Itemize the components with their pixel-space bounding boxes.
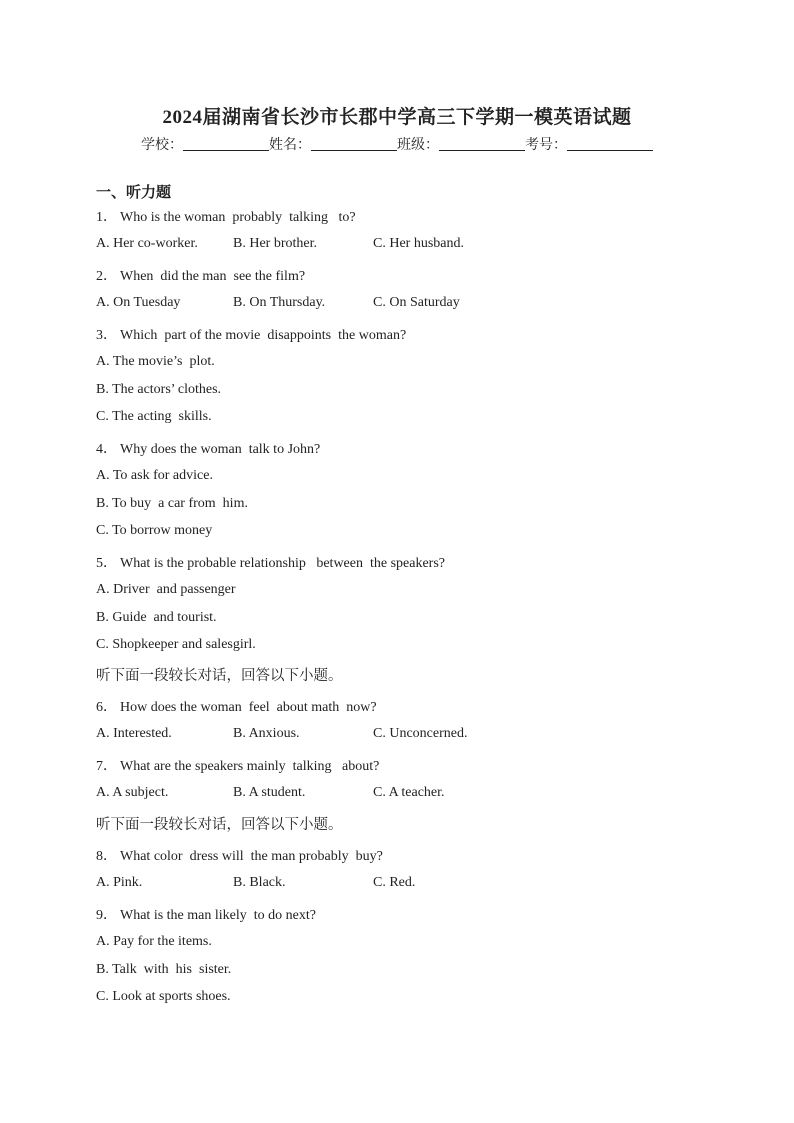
question-number: 6． <box>96 700 117 715</box>
option-c: C. The acting skills. <box>96 409 212 424</box>
number-label: 考号： <box>525 137 567 153</box>
option-c: C. Look at sports shoes. <box>96 989 231 1004</box>
question-number: 4． <box>96 442 117 457</box>
option-c: C. Her husband. <box>373 236 464 251</box>
option-a: A. The movie’s plot. <box>96 354 215 369</box>
student-info-line <box>0 134 794 154</box>
question-1 <box>96 206 356 226</box>
option-c: C. Unconcerned. <box>373 726 468 741</box>
option-c: C. To borrow money <box>96 523 213 538</box>
class-label: 班级： <box>397 137 439 153</box>
question-number: 9． <box>96 908 117 923</box>
option-b: B. Talk with his sister. <box>96 962 232 977</box>
question-text: What are the speakers mainly talking about? <box>120 759 380 774</box>
option-a: A. On Tuesday <box>96 295 181 310</box>
name-label: 姓名： <box>269 137 311 153</box>
option-b: B. Guide and tourist. <box>96 610 217 625</box>
section-heading: 一、听力题 <box>96 183 172 201</box>
school-label: 学校： <box>141 137 183 153</box>
question-text: What is the probable relationship between the speakers? <box>120 556 445 571</box>
option-a: A. Pay for the items. <box>96 934 212 949</box>
question-9 <box>96 904 316 924</box>
question-text: How does the woman feel about math now? <box>120 700 377 715</box>
question-text: When did the man see the film? <box>120 269 306 284</box>
question-8 <box>96 845 383 865</box>
question-3 <box>96 324 406 344</box>
option-a: A. Pink. <box>96 875 143 890</box>
dialogue-instruction: 听下面一段较长对话，回答以下小题。 <box>96 668 343 684</box>
option-b: B. Anxious. <box>233 726 300 741</box>
question-2 <box>96 265 305 285</box>
option-c: C. Shopkeeper and salesgirl. <box>96 637 256 652</box>
question-5 <box>96 552 445 572</box>
class-blank <box>439 136 525 151</box>
question-7 <box>96 755 379 775</box>
question-number: 5． <box>96 556 117 571</box>
option-c: C. On Saturday <box>373 295 460 310</box>
option-b: B. Black. <box>233 875 286 890</box>
option-a: A. To ask for advice. <box>96 468 213 483</box>
option-b: B. To buy a car from him. <box>96 496 248 511</box>
question-text: Why does the woman talk to John? <box>120 442 321 457</box>
question-number: 1． <box>96 210 117 225</box>
question-4 <box>96 438 320 458</box>
option-b: B. A student. <box>233 785 306 800</box>
question-number: 2． <box>96 269 117 284</box>
option-b: B. Her brother. <box>233 236 317 251</box>
option-a: A. Driver and passenger <box>96 582 236 597</box>
option-c: C. Red. <box>373 875 416 890</box>
dialogue-instruction: 听下面一段较长对话，回答以下小题。 <box>96 817 343 833</box>
question-text: What is the man likely to do next? <box>120 908 316 923</box>
option-b: B. The actors’ clothes. <box>96 382 222 397</box>
number-blank <box>567 136 653 151</box>
option-a: A. Her co-worker. <box>96 236 198 251</box>
option-b: B. On Thursday. <box>233 295 326 310</box>
question-6 <box>96 696 377 716</box>
question-text: What color dress will the man probably buy? <box>120 849 383 864</box>
page-title: 2024届湖南省长沙市长郡中学高三下学期一模英语试题 <box>162 107 632 128</box>
option-c: C. A teacher. <box>373 785 445 800</box>
question-number: 7． <box>96 759 117 774</box>
question-text: Which part of the movie disappoints the woman? <box>120 328 407 343</box>
option-a: A. A subject. <box>96 785 169 800</box>
name-blank <box>311 136 397 151</box>
school-blank <box>183 136 269 151</box>
question-text: Who is the woman probably talking to? <box>120 210 356 225</box>
question-number: 8． <box>96 849 117 864</box>
question-number: 3． <box>96 328 117 343</box>
option-a: A. Interested. <box>96 726 172 741</box>
